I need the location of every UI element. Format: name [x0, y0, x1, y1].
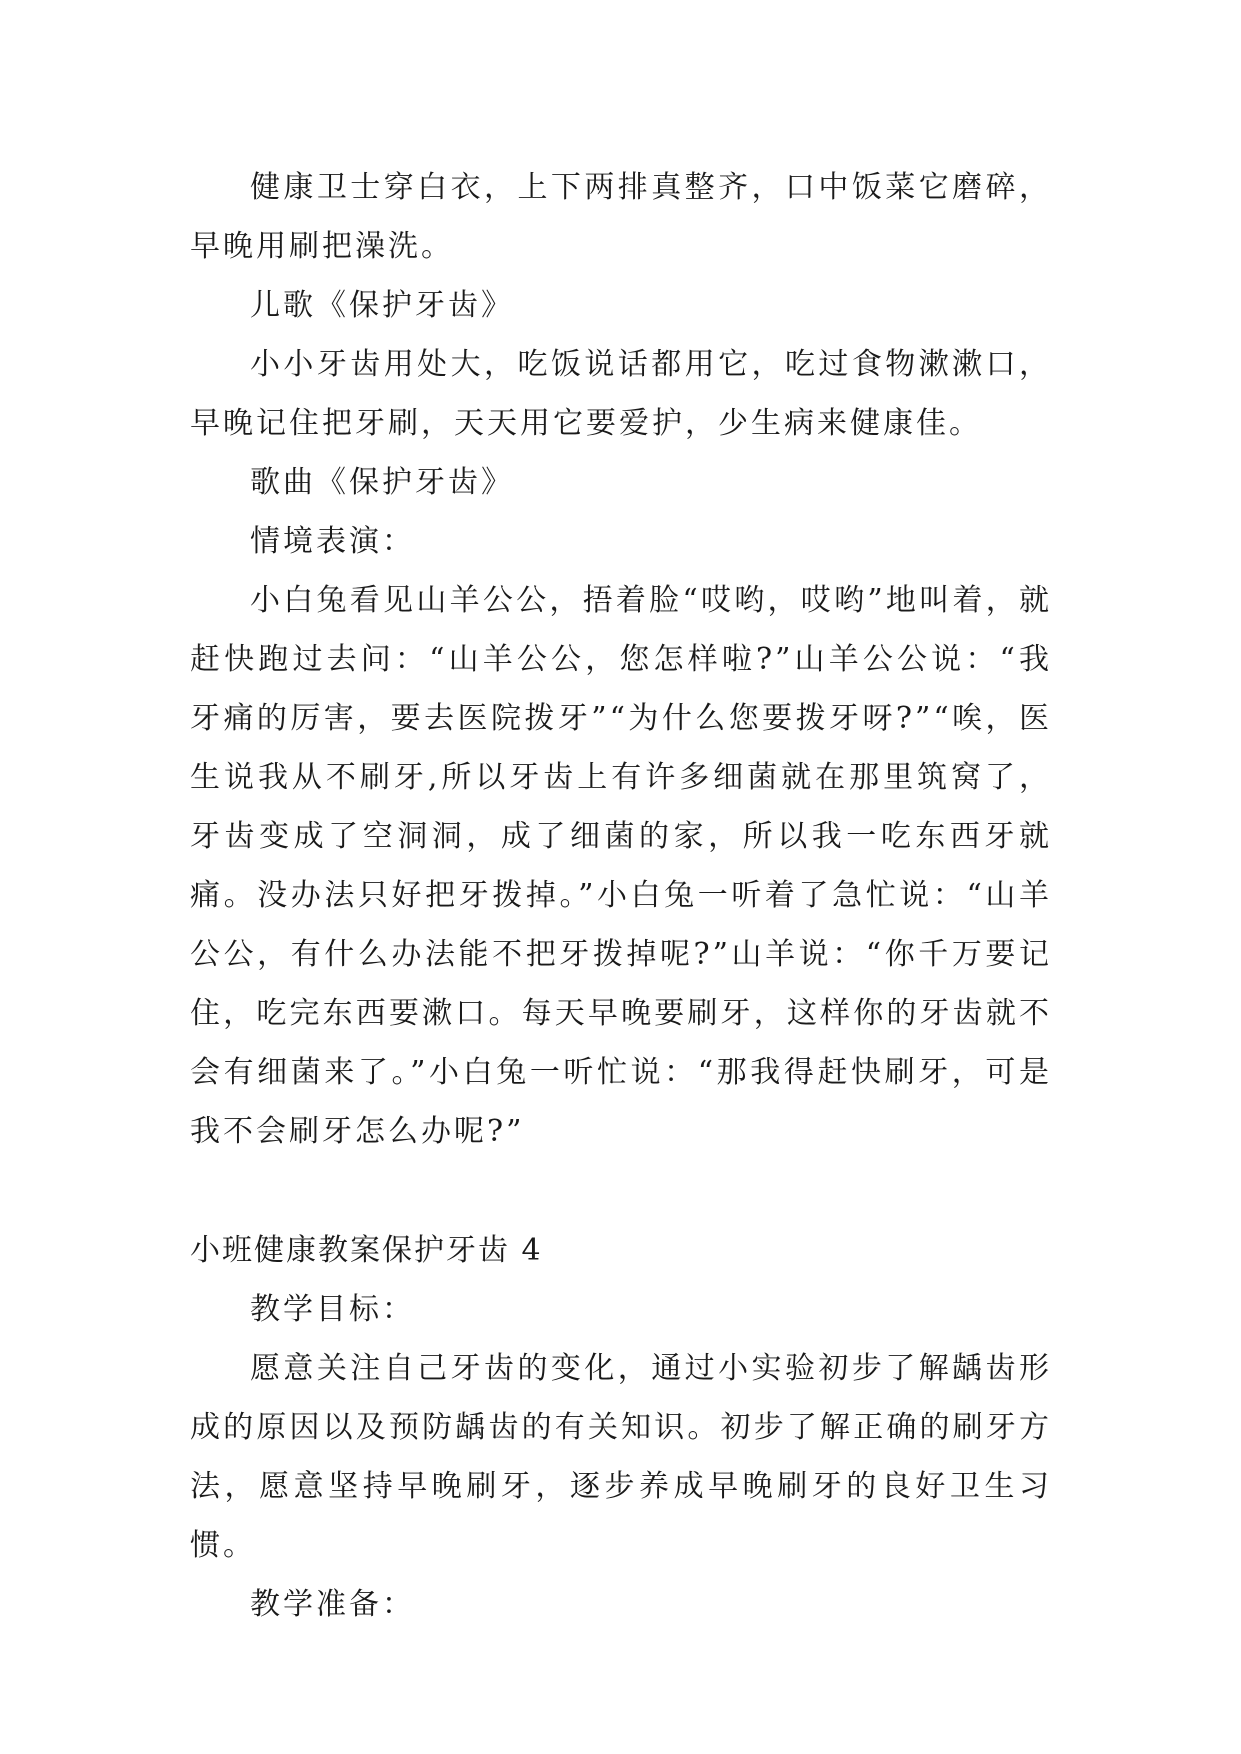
paragraph-nursery-rhyme-title: 儿歌《保护牙齿》 — [250, 288, 514, 323]
paragraph-role-play-story: 小白兔看见山羊公公，捂着脸“哎哟，哎哟”地叫着，就赶快跑过去问：“山羊公公，您怎样啦?”山羊公公说：“我牙痛的厉害，要去医院拨牙”“为什么您要拨牙呀?”“唉，医生说我从不刷牙,所以牙齿上有许多细菌就在那里筑窝了，牙齿变成了空洞洞，成了细菌的家，所以我一吃东西牙就痛。没办法只好把牙拨掉。”小白兔一听着了急忙说：“山羊公公，有什么办法能不把牙拨掉呢?”山羊说：“你千万要记住，吃完东西要漱口。每天早晚要刷牙，这样你的牙齿就不会有细菌来了。”小白兔一听忙说：“那我得赶快刷牙，可是我不会刷牙怎么办呢?” — [190, 583, 1052, 1149]
document-body — [190, 158, 1052, 1634]
paragraph-health-guard: 健康卫士穿白衣，上下两排真整齐，口中饭菜它磨碎，早晚用刷把澡洗。 — [190, 170, 1052, 264]
paragraph-role-play-label: 情境表演： — [250, 524, 415, 559]
paragraph-nursery-rhyme: 小小牙齿用处大，吃饭说话都用它，吃过食物漱漱口，早晚记住把牙刷，天天用它要爱护，少生病来健康佳。 — [190, 347, 1052, 441]
section-heading: 小班健康教案保护牙齿 4 — [190, 1233, 543, 1268]
paragraph-teaching-prep-label: 教学准备： — [250, 1587, 415, 1622]
paragraph-teaching-goals: 愿意关注自己牙齿的变化，通过小实验初步了解龋齿形成的原因以及预防龋齿的有关知识。初步了解正确的刷牙方法，愿意坚持早晚刷牙，逐步养成早晚刷牙的良好卫生习惯。 — [190, 1351, 1052, 1563]
paragraph-song-title: 歌曲《保护牙齿》 — [250, 465, 514, 500]
paragraph-teaching-goals-label: 教学目标： — [250, 1292, 415, 1327]
